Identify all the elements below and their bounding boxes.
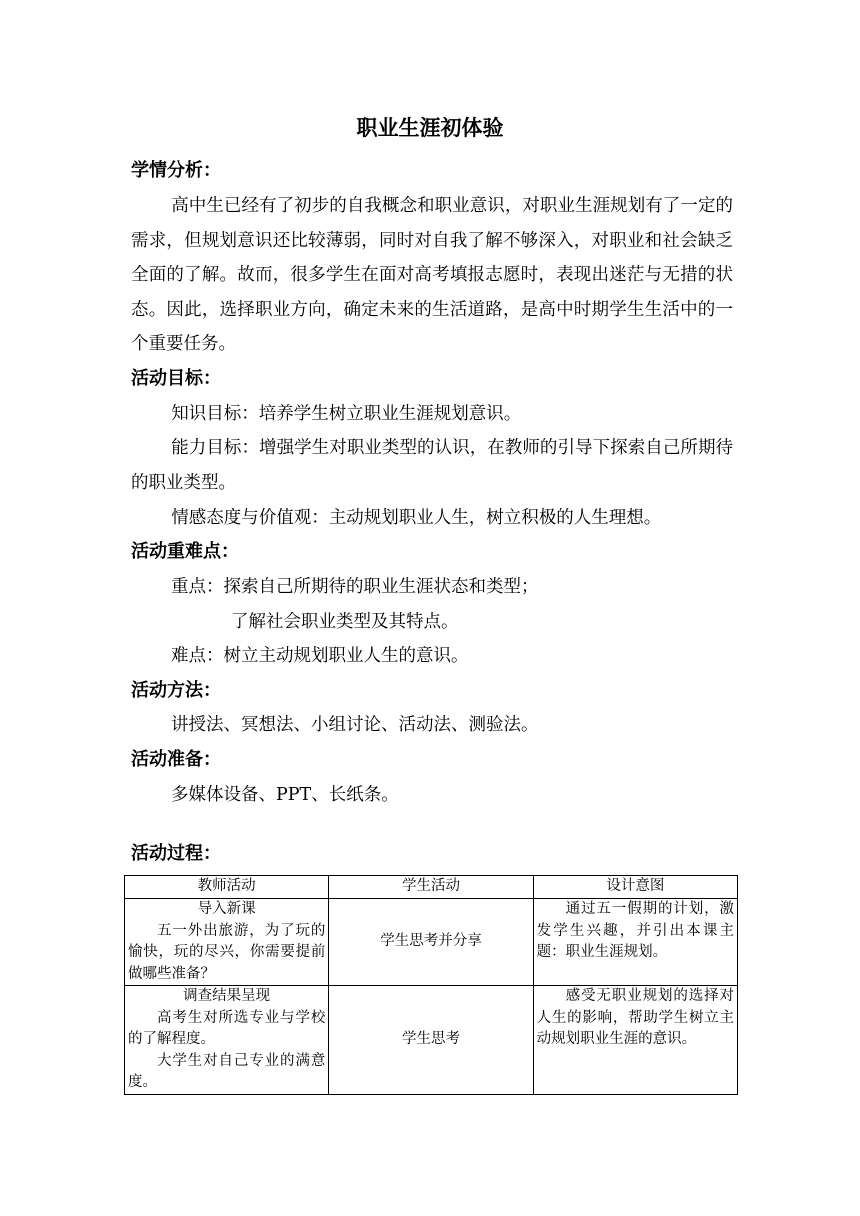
teacher-activity-text: 五一外出旅游，为了玩的愉快，玩的尽兴，你需要提前做哪些准备？ bbox=[128, 922, 326, 982]
teacher-activity-text: 大学生对自己专业的满意度。 bbox=[128, 1052, 326, 1090]
table-row bbox=[125, 986, 738, 1095]
column-header-intent: 设计意图 bbox=[533, 876, 737, 899]
key-point-2: 了解社会职业类型及其特点。 bbox=[231, 612, 459, 632]
heading-key-points: 活动重难点： bbox=[131, 541, 239, 562]
column-header-student: 学生活动 bbox=[329, 876, 533, 899]
student-activity-cell: 学生思考 bbox=[329, 986, 533, 1095]
column-header-teacher: 教师活动 bbox=[125, 876, 329, 899]
process-table bbox=[124, 875, 738, 1095]
design-intent-text: 感受无职业规划的选择对人生的影响，帮助学生树立主动规划职业生涯的意识。 bbox=[536, 988, 734, 1047]
design-intent-cell bbox=[533, 986, 737, 1095]
design-intent-cell bbox=[533, 899, 737, 986]
design-intent-text: 通过五一假期的计划，激发学生兴趣，并引出本课主题：职业生涯规划。 bbox=[536, 901, 734, 960]
methods-text: 讲授法、冥想法、小组讨论、活动法、测验法。 bbox=[171, 715, 539, 735]
table-header-row bbox=[125, 876, 738, 899]
teacher-activity-text: 高考生对所选专业与学校的了解程度。 bbox=[128, 1009, 326, 1047]
difficulty-point: 难点：树立主动规划职业人生的意识。 bbox=[171, 646, 469, 666]
goal-knowledge: 知识目标：培养学生树立职业生涯规划意识。 bbox=[171, 404, 522, 424]
heading-goals: 活动目标： bbox=[131, 368, 221, 389]
preparation-text: 多媒体设备、PPT、长纸条。 bbox=[171, 785, 399, 805]
goal-ability: 能力目标：增强学生对职业类型的认识，在教师的引导下探索自己所期待的职业类型。 bbox=[131, 438, 733, 493]
key-point-1: 重点：探索自己所期待的职业生涯状态和类型； bbox=[171, 577, 539, 597]
heading-methods: 活动方法： bbox=[131, 680, 221, 701]
teacher-activity-cell bbox=[125, 986, 329, 1095]
teacher-activity-title: 调查结果呈现 bbox=[183, 988, 271, 1004]
goal-emotion: 情感态度与价值观：主动规划职业人生，树立积极的人生理想。 bbox=[171, 508, 662, 528]
teacher-activity-title: 导入新课 bbox=[197, 901, 256, 917]
heading-preparation: 活动准备： bbox=[131, 749, 221, 770]
analysis-paragraph: 高中生已经有了初步的自我概念和职业意识，对职业生涯规划有了一定的需求，但规划意识还比较薄弱，同时对自我了解不够深入，对职业和社会缺乏全面的了解。故而，很多学生在面对高考填报志愿时，表现出迷茫与无措的状态。因此，选择职业方向，确定未来的生活道路，是高中时期学生生活中的一个重要任务。 bbox=[131, 196, 733, 355]
teacher-activity-cell bbox=[125, 899, 329, 986]
page-title: 职业生涯初体验 bbox=[356, 116, 504, 140]
heading-process: 活动过程： bbox=[131, 843, 221, 864]
student-activity-cell: 学生思考并分享 bbox=[329, 899, 533, 986]
table-row bbox=[125, 899, 738, 986]
heading-analysis: 学情分析： bbox=[131, 160, 221, 181]
